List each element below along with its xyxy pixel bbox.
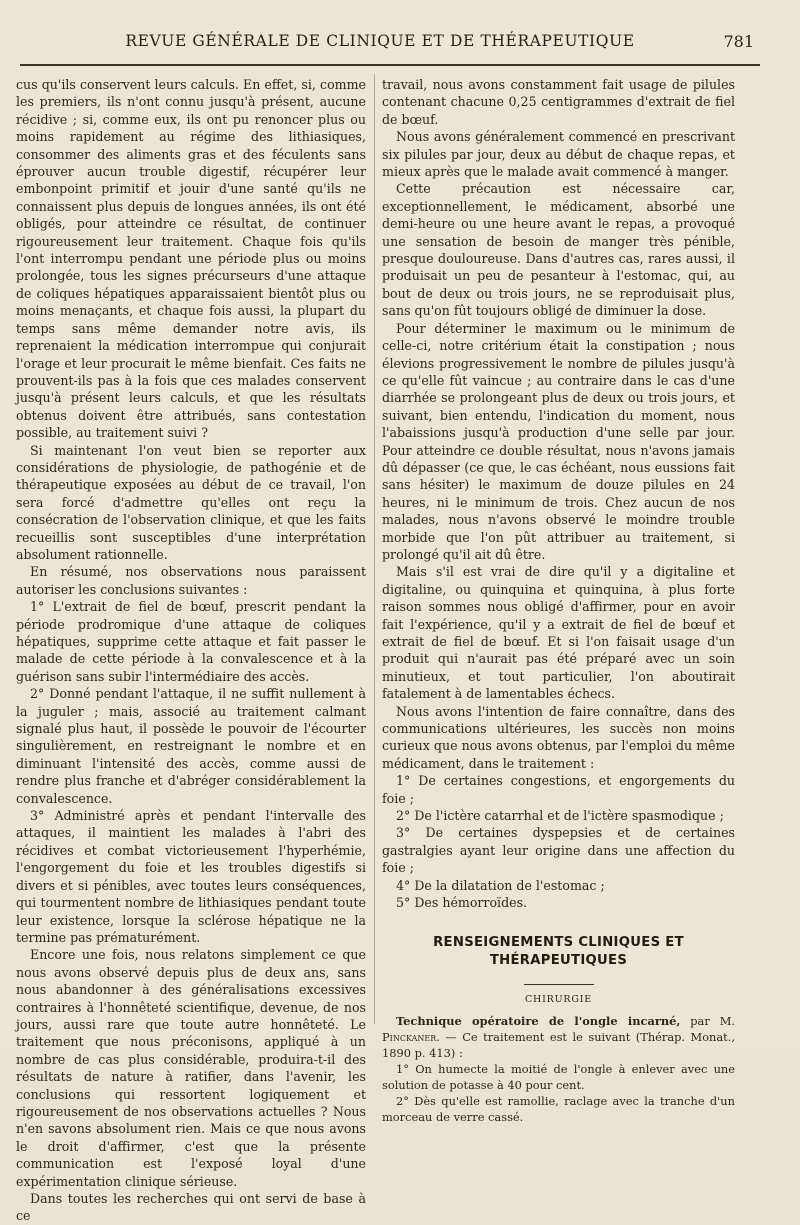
left-column: [16, 76, 366, 1225]
article-title: Technique opératoire de l'ongle incarné,: [396, 1013, 681, 1028]
page-number: 781: [723, 32, 754, 51]
subsection-label: CHIRURGIE: [524, 993, 593, 1005]
column-divider: [374, 74, 375, 1024]
header-rule: [20, 64, 760, 66]
conclusion-item: 1° L'extrait de fiel de bœuf, prescrit pendant la période prodromique d'une attaque de coliques hépatiques, supprime cette attaque et fait passer le malade de cette période à la convalescence et à la guérison sans subir l'intermédiaire des accès.: [16, 599, 366, 684]
paragraph: travail, nous avons constamment fait usage de pilules contenant chacune 0,25 centigrammes d'extrait de fiel de bœuf.: [382, 77, 735, 127]
section-rule: [524, 984, 594, 985]
right-column: [382, 76, 735, 1125]
list-item: 4° De la dilatation de l'estomac ;: [396, 877, 605, 893]
conclusion-item: 2° Donné pendant l'attaque, il ne suffit nullement à la juguler ; mais, associé au traitement calmant signalé plus haut, il possède le pouvoir de l'écourter singulièrement, en restreignant le nombre et en diminuant l'intensité des accès, comme aussi de rendre plus franche et d'abréger considérablement la convalescence.: [16, 686, 366, 806]
paragraph: Cette précaution est nécessaire car, exceptionnellement, le médicament, absorbé une demi-heure ou une heure avant le repas, a provoqué une sensation de besoin de manger très pénible, presque douloureuse. Dans d'autres cas, rares aussi, il produisait un peu de pesanteur à l'estomac, qui, au bout de deux ou trois jours, ne se reproduisait plus, sans qu'on fût toujours obligé de diminuer la dose.: [382, 181, 735, 319]
paragraph: Nous avons généralement commencé en prescrivant six pilules par jour, deux au début de chaque repas, et mieux après que le malade avait commencé à manger.: [382, 129, 735, 180]
list-item: 1° De certaines congestions, et engorgements du foie ;: [382, 773, 735, 806]
running-head: [0, 28, 800, 58]
article-lead: [382, 1013, 735, 1061]
article-author: Pinckaner.: [382, 1029, 440, 1044]
list-item: 2° De l'ictère catarrhal et de l'ictère spasmodique ;: [396, 808, 724, 824]
paragraph: Encore une fois, nous relatons simplement ce que nous avons observé depuis plus de deux ans, sans nous abandonner à des généralisations excessives contraires à l'honnêteté scientifique, devenue, de nos jours, aussi rare que toute autre honnêteté. Le traitement que nous préconisons, appliqué à un nombre de cas plus considérable, produira-t-il des résultats de nature à ratifier, dans l'avenir, les conclusions qui ressortent logiquement et rigoureusement de nos observations actuelles ? Nous n'en savons absolument rien. Mais ce que nous avons le droit d'affirmer, c'est que la présente communication est l'exposé loyal d'une expérimentation clinique sérieuse.: [16, 947, 366, 1189]
paragraph: Nous avons l'intention de faire connaître, dans des communications ultérieures, les succès non moins curieux que nous avons obtenus, par l'emploi du même médicament, dans le traitement :: [382, 703, 735, 771]
procedure-step: 1° On humecte la moitié de l'ongle à enlever avec une solution de potasse à 40 pour cent.: [382, 1061, 735, 1092]
article-intro: — Ce traitement est le suivant (Thérap. Monat., 1890 p. 413) :: [382, 1029, 735, 1060]
author-prefix: par M.: [690, 1013, 736, 1028]
paragraph: En résumé, nos observations nous paraissent autoriser les conclusions suivantes :: [16, 564, 366, 597]
paragraph: Si maintenant l'on veut bien se reporter aux considérations de physiologie, de pathogénie et de thérapeutique exposées au début de ce travail, l'on sera forcé d'admettre qu'elles ont reçu la consécration de l'observation clinique, et que les faits recueillis sont susceptibles d'une interprétation absolument rationnelle.: [16, 442, 366, 562]
conclusion-item: 3° Administré après et pendant l'intervalle des attaques, il maintient les malades à l'abri des récidives et combat victorieusement l'hyperhémie, l'engorgement du foie et les troubles digestifs si divers et si pénibles, avec toutes leurs conséquences, qui tourmentent nombre de lithiasiques pendant toute leur existence, lorsque la sclérose hépatique ne la termine pas prématurément.: [16, 808, 366, 945]
paragraph: Mais s'il est vrai de dire qu'il y a digitaline et digitaline, ou quinquina et quinquina, à plus forte raison sommes nous obligé d'affirmer, pour en avoir fait l'expérience, qu'il y a extrait de fiel de bœuf et extrait de fiel de bœuf. Et si l'on faisait usage d'un produit qui n'aurait pas été préparé avec un soin minutieux, et tout particulier, l'on aboutirait fatalement à de lamentables échecs.: [382, 564, 735, 702]
procedure-step: 2° Dès qu'elle est ramollie, raclage avec la tranche d'un morceau de verre cassé.: [382, 1093, 735, 1124]
paragraph: cus qu'ils conservent leurs calculs. En effet, si, comme les premiers, ils n'ont connu jusqu'à présent, aucune récidive ; si, comme eux, ils ont pu renoncer plus ou moins rapidement au régime des lithiasiques, consommer des aliments gras et des féculents sans éprouver aucun trouble digestif, récupérer leur embonpoint primitif et jouir d'une santé qu'ils ne connaissent plus depuis de longues années, ils ont été obligés, pour atteindre ce résultat, de continuer rigoureusement leur traitement. Chaque fois qu'ils l'ont interrompu pendant une période plus ou moins prolongée, tous les signes précurseurs d'une attaque de coliques hépatiques apparaissaient bientôt plus ou moins menaçants, et chaque fois aussi, la plupart du temps sans même demander notre avis, ils reprenaient la médication interrompue qui conjurait l'orage et leur procurait le même bienfait. Ces faits ne prouvent-ils pas à la fois que ces malades conservent jusqu'à présent leurs calculs, et que les résultats obtenus doivent être attribués, sans contestation possible, au traitement suivi ?: [16, 77, 366, 441]
running-title: REVUE GÉNÉRALE DE CLINIQUE ET DE THÉRAPEUTIQUE: [125, 32, 635, 50]
paragraph: Dans toutes les recherches qui ont servi de base à ce: [16, 1191, 366, 1224]
list-item: 5° Des hémorroïdes.: [396, 895, 528, 911]
list-item: 3° De certaines dyspepsies et de certaines gastralgies ayant leur origine dans une affection du foie ;: [382, 825, 735, 876]
section-title: RENSEIGNEMENTS CLINIQUES ET THÉRAPEUTIQUES: [433, 934, 684, 968]
paragraph: Pour déterminer le maximum ou le minimum de celle-ci, notre critérium était la constipation ; nous élevions progressivement le nombre de pilules jusqu'à ce qu'elle fût vaincue ; au contraire dans le cas d'une diarrhée se prolongeant plus de deux ou trois jours, et suivant, bien entendu, l'indication du moment, nous l'abaissions jusqu'à production d'une selle par jour. Pour atteindre ce double résultat, nous n'avons jamais dû dépasser (ce que, le cas échéant, nous eussions fait sans hésiter) le maximum de douze pilules en 24 heures, ni le minimum de trois. Chez aucun de nos malades, nous n'avons observé le moindre trouble morbide que l'on pût attribuer au traitement, si prolongé qu'il ait dû être.: [382, 320, 735, 562]
